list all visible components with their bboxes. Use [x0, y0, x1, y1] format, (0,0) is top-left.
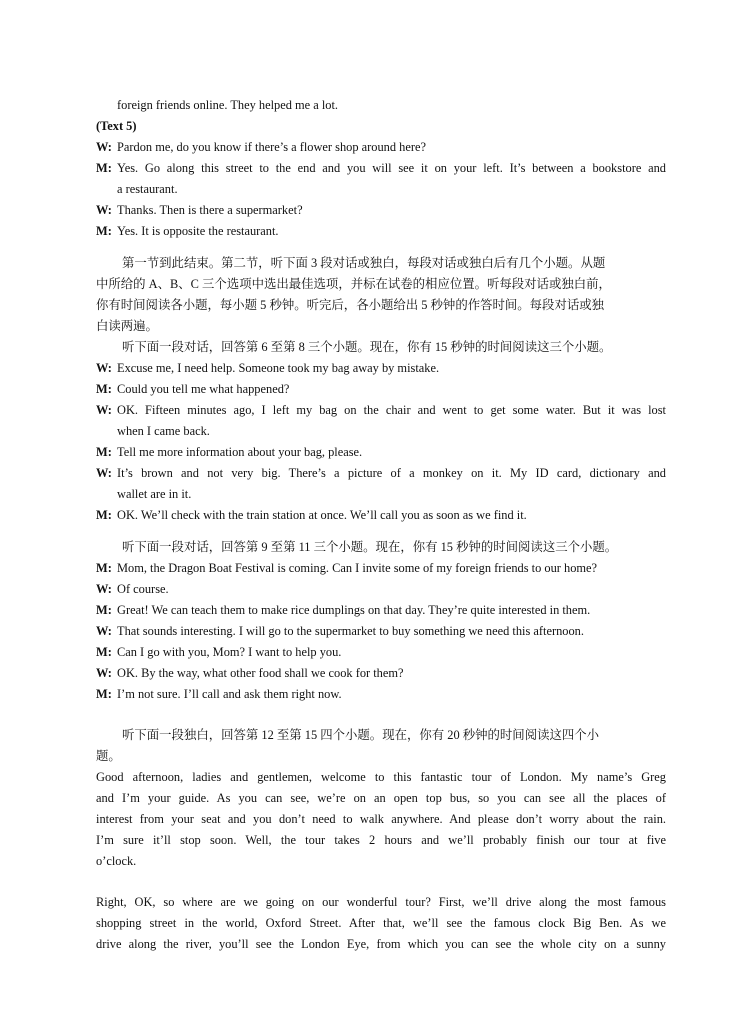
text-line: when I came back. — [117, 424, 210, 438]
monologue-line: and I’m your guide. As you can see, we’re on an open top bus, so you can see all the places of — [96, 791, 666, 805]
instruction-line: 题。 — [96, 749, 121, 763]
speaker-label: W: — [96, 403, 112, 417]
dialogue-line — [96, 558, 666, 579]
utterance: OK. We’ll check with the train station at once. We’ll call you as soon as we find it. — [117, 508, 527, 522]
dialogue-line — [96, 137, 666, 158]
spacer — [96, 705, 666, 725]
text-line: wallet are in it. — [117, 487, 192, 501]
instruction-line: 听下面一段对话，回答第 9 至第 11 三个小题。现在，你有 15 秒钟的时间阅读这三个小题。 — [122, 540, 618, 554]
instruction-line: 第一节到此结束。第二节，听下面 3 段对话或独白，每段对话或独白后有几个小题。从题 — [122, 256, 606, 270]
dialogue-line — [96, 463, 666, 484]
speaker-label: M: — [96, 645, 112, 659]
monologue-line: o’clock. — [96, 854, 137, 868]
utterance: Can I go with you, Mom? I want to help you. — [117, 645, 342, 659]
monologue-line: shopping street in the world, Oxford Street. After that, we’ll see the famous clock Big Ben. As we — [96, 916, 666, 930]
dialogue-line — [96, 579, 666, 600]
utterance: Pardon me, do you know if there’s a flower shop around here? — [117, 140, 426, 154]
dialogue-line — [96, 200, 666, 221]
monologue-line: drive along the river, you’ll see the London Eye, from which you can see the whole city on a sunny — [96, 937, 666, 951]
speaker-label: W: — [96, 361, 112, 375]
dialogue-line — [96, 642, 666, 663]
speaker-label: M: — [96, 224, 112, 238]
section-heading: (Text 5) — [96, 119, 137, 133]
speaker-label: M: — [96, 561, 112, 575]
dialogue-line — [96, 621, 666, 642]
utterance: I’m not sure. I’ll call and ask them right now. — [117, 687, 342, 701]
utterance: OK. Fifteen minutes ago, I left my bag on the chair and went to get some water. But it was lost — [117, 403, 666, 417]
utterance: Thanks. Then is there a supermarket? — [117, 203, 303, 217]
spacer — [96, 526, 666, 537]
monologue-line: I’m sure it’ll stop soon. Well, the tour takes 2 hours and we’ll probably finish our tour at five — [96, 833, 666, 847]
utterance: Of course. — [117, 582, 169, 596]
utterance: It’s brown and not very big. There’s a picture of a monkey on it. My ID card, dictionary and — [117, 466, 666, 480]
utterance: Yes. Go along this street to the end and you will see it on your left. It’s between a bookstore and — [117, 161, 666, 175]
speaker-label: M: — [96, 508, 112, 522]
dialogue-line — [96, 379, 666, 400]
speaker-label: M: — [96, 687, 112, 701]
dialogue-line — [96, 663, 666, 684]
speaker-label: W: — [96, 582, 112, 596]
speaker-label: M: — [96, 382, 112, 396]
instruction-line: 白读两遍。 — [96, 319, 158, 333]
text-line: foreign friends online. They helped me a lot. — [117, 98, 339, 112]
instruction-line: 听下面一段对话，回答第 6 至第 8 三个小题。现在，你有 15 秒钟的时间阅读这三个小题。 — [122, 340, 612, 354]
speaker-label: W: — [96, 203, 112, 217]
speaker-label: M: — [96, 603, 112, 617]
utterance: Yes. It is opposite the restaurant. — [117, 224, 279, 238]
utterance: OK. By the way, what other food shall we cook for them? — [117, 666, 404, 680]
utterance: Mom, the Dragon Boat Festival is coming. Can I invite some of my foreign friends to our home? — [117, 561, 598, 575]
dialogue-line — [96, 400, 666, 421]
speaker-label: W: — [96, 466, 112, 480]
dialogue-line — [96, 158, 666, 179]
dialogue-line — [96, 505, 666, 526]
dialogue-line — [96, 684, 666, 705]
text-line: a restaurant. — [117, 182, 178, 196]
monologue-line: Good afternoon, ladies and gentlemen, welcome to this fantastic tour of London. My name’s Greg — [96, 770, 666, 784]
dialogue-line — [96, 358, 666, 379]
monologue-line: interest from your seat and you don’t need to walk anywhere. And please don’t worry about the rain. — [96, 812, 666, 826]
utterance: Excuse me, I need help. Someone took my bag away by mistake. — [117, 361, 440, 375]
utterance: That sounds interesting. I will go to the supermarket to buy something we need this afternoon. — [117, 624, 584, 638]
document-page — [96, 95, 666, 955]
utterance: Great! We can teach them to make rice dumplings on that day. They’re quite interested in them. — [117, 603, 591, 617]
speaker-label: W: — [96, 666, 112, 680]
dialogue-line — [96, 221, 666, 242]
speaker-label: W: — [96, 140, 112, 154]
monologue-line: Right, OK, so where are we going on our wonderful tour? First, we’ll drive along the most famous — [96, 895, 666, 909]
instruction-line: 中所给的 A、B、C 三个选项中选出最佳选项，并标在试卷的相应位置。听每段对话或独白前， — [96, 277, 611, 291]
dialogue-line — [96, 442, 666, 463]
speaker-label: W: — [96, 624, 112, 638]
dialogue-line — [96, 600, 666, 621]
utterance: Could you tell me what happened? — [117, 382, 290, 396]
spacer — [96, 872, 666, 892]
speaker-label: M: — [96, 161, 112, 175]
instruction-line: 你有时间阅读各小题，每小题 5 秒钟。听完后，各小题给出 5 秒钟的作答时间。每段对话或独 — [96, 298, 605, 312]
speaker-label: M: — [96, 445, 112, 459]
spacer — [96, 242, 666, 253]
utterance: Tell me more information about your bag, please. — [117, 445, 363, 459]
instruction-line: 听下面一段独白，回答第 12 至第 15 四个小题。现在，你有 20 秒钟的时间阅读这四个小 — [122, 728, 600, 742]
